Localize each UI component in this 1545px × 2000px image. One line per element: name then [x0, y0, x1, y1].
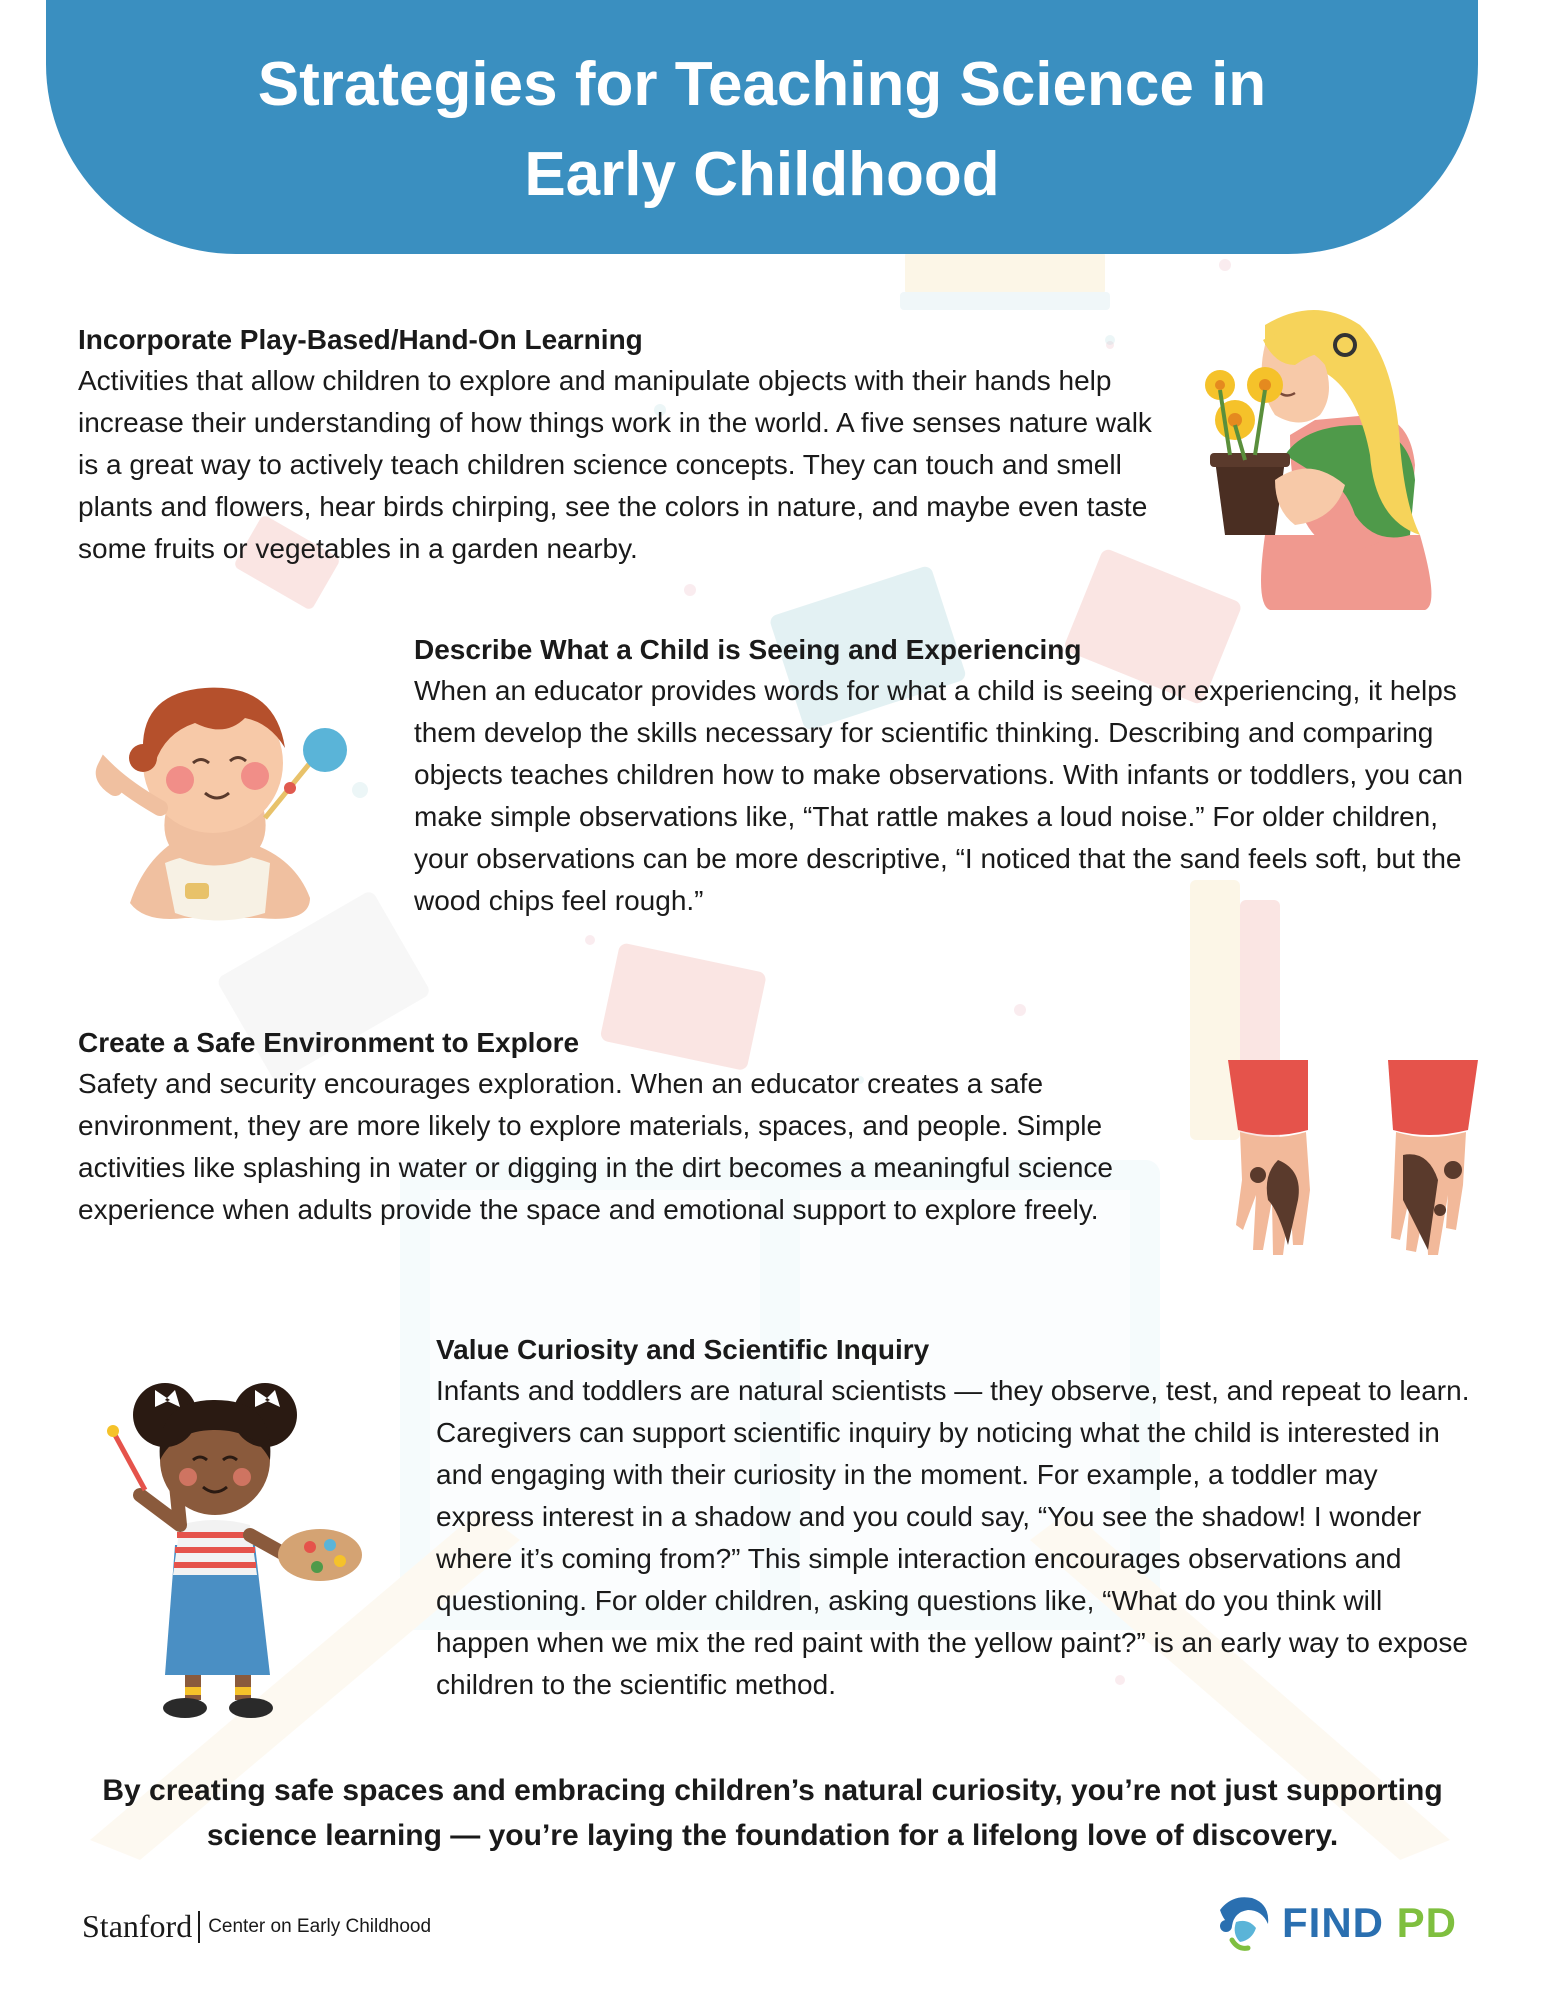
page-title: Strategies for Teaching Science in Early Childhood: [257, 50, 1267, 209]
section-body: Safety and security encourages exploration. When an educator creates a safe environment, they are more likely to explore materials, spaces, and people. Simple activities like splashing in water or digging in the dirt becomes a meaningful science experience when adults provide the space and emotional support to explore freely.: [78, 1068, 1113, 1225]
findpd-word-find: FIND: [1282, 1899, 1384, 1946]
section-heading: Value Curiosity and Scientific Inquiry: [436, 1334, 930, 1365]
findpd-logo-icon: [1212, 1892, 1276, 1954]
section-heading: Create a Safe Environment to Explore: [78, 1027, 580, 1058]
girl-smelling-flower-icon: [1195, 305, 1445, 615]
logo-divider: [198, 1911, 200, 1943]
stanford-wordmark: Stanford: [82, 1908, 193, 1944]
findpd-wordmark: [1282, 1899, 1457, 1947]
muddy-hands-icon: [1228, 1060, 1478, 1260]
page-header-banner: [46, 0, 1478, 254]
findpd-logo: [1212, 1892, 1457, 1954]
center-name: Center on Early Childhood: [208, 1915, 432, 1937]
section-heading: Incorporate Play-Based/Hand-On Learning: [78, 324, 643, 355]
section-body: Activities that allow children to explore and manipulate objects with their hands help increase their understanding of how things work in the world. A five senses nature walk is a great way to actively teach children science concepts. They can touch and smell plants and flowers, hear birds chirping, see the colors in nature, and maybe even taste some fruits or vegetables in a garden nearby.: [78, 365, 1152, 564]
baby-with-rattle-icon: [85, 668, 355, 938]
section-body: When an educator provides words for what a child is seeing or experiencing, it helps them develop the skills necessary for scientific thinking. Describing and comparing objects teaches children how to make observations. With infants or toddlers, you can make simple observations like, “That rattle makes a loud noise.” For older children, your observations can be more descriptive, “I noticed that the sand feels soft, but the wood chips feel rough.”: [414, 675, 1463, 916]
section-body: Infants and toddlers are natural scientists — they observe, test, and repeat to learn. Caregivers can support scientific inquiry by noticing what the child is interested in and engaging with their curiosity in the moment. For example, a toddler may express interest in a shadow and you could say, “You see the shadow! I wonder where it’s coming from?” This simple interaction encourages observations and questioning. For older children, asking questions like, “What do you think will happen when we mix the red paint with the yellow paint?” is an early way to expose children to the scientific method.: [436, 1375, 1470, 1700]
section-describe-experiences: [414, 630, 1474, 922]
stanford-logo: [82, 1908, 431, 1945]
section-play-based-learning: [78, 320, 1158, 570]
closing-statement: By creating safe spaces and embracing children’s natural curiosity, you’re not just supporting science learning — you’re laying the foundation for a lifelong love of discovery.: [102, 1774, 1443, 1852]
findpd-word-pd: PD: [1396, 1899, 1458, 1946]
section-safe-environment: [78, 1023, 1158, 1231]
section-value-curiosity: [436, 1330, 1476, 1706]
girl-painting-icon: [85, 1375, 365, 1720]
section-heading: Describe What a Child is Seeing and Experiencing: [414, 634, 1082, 665]
